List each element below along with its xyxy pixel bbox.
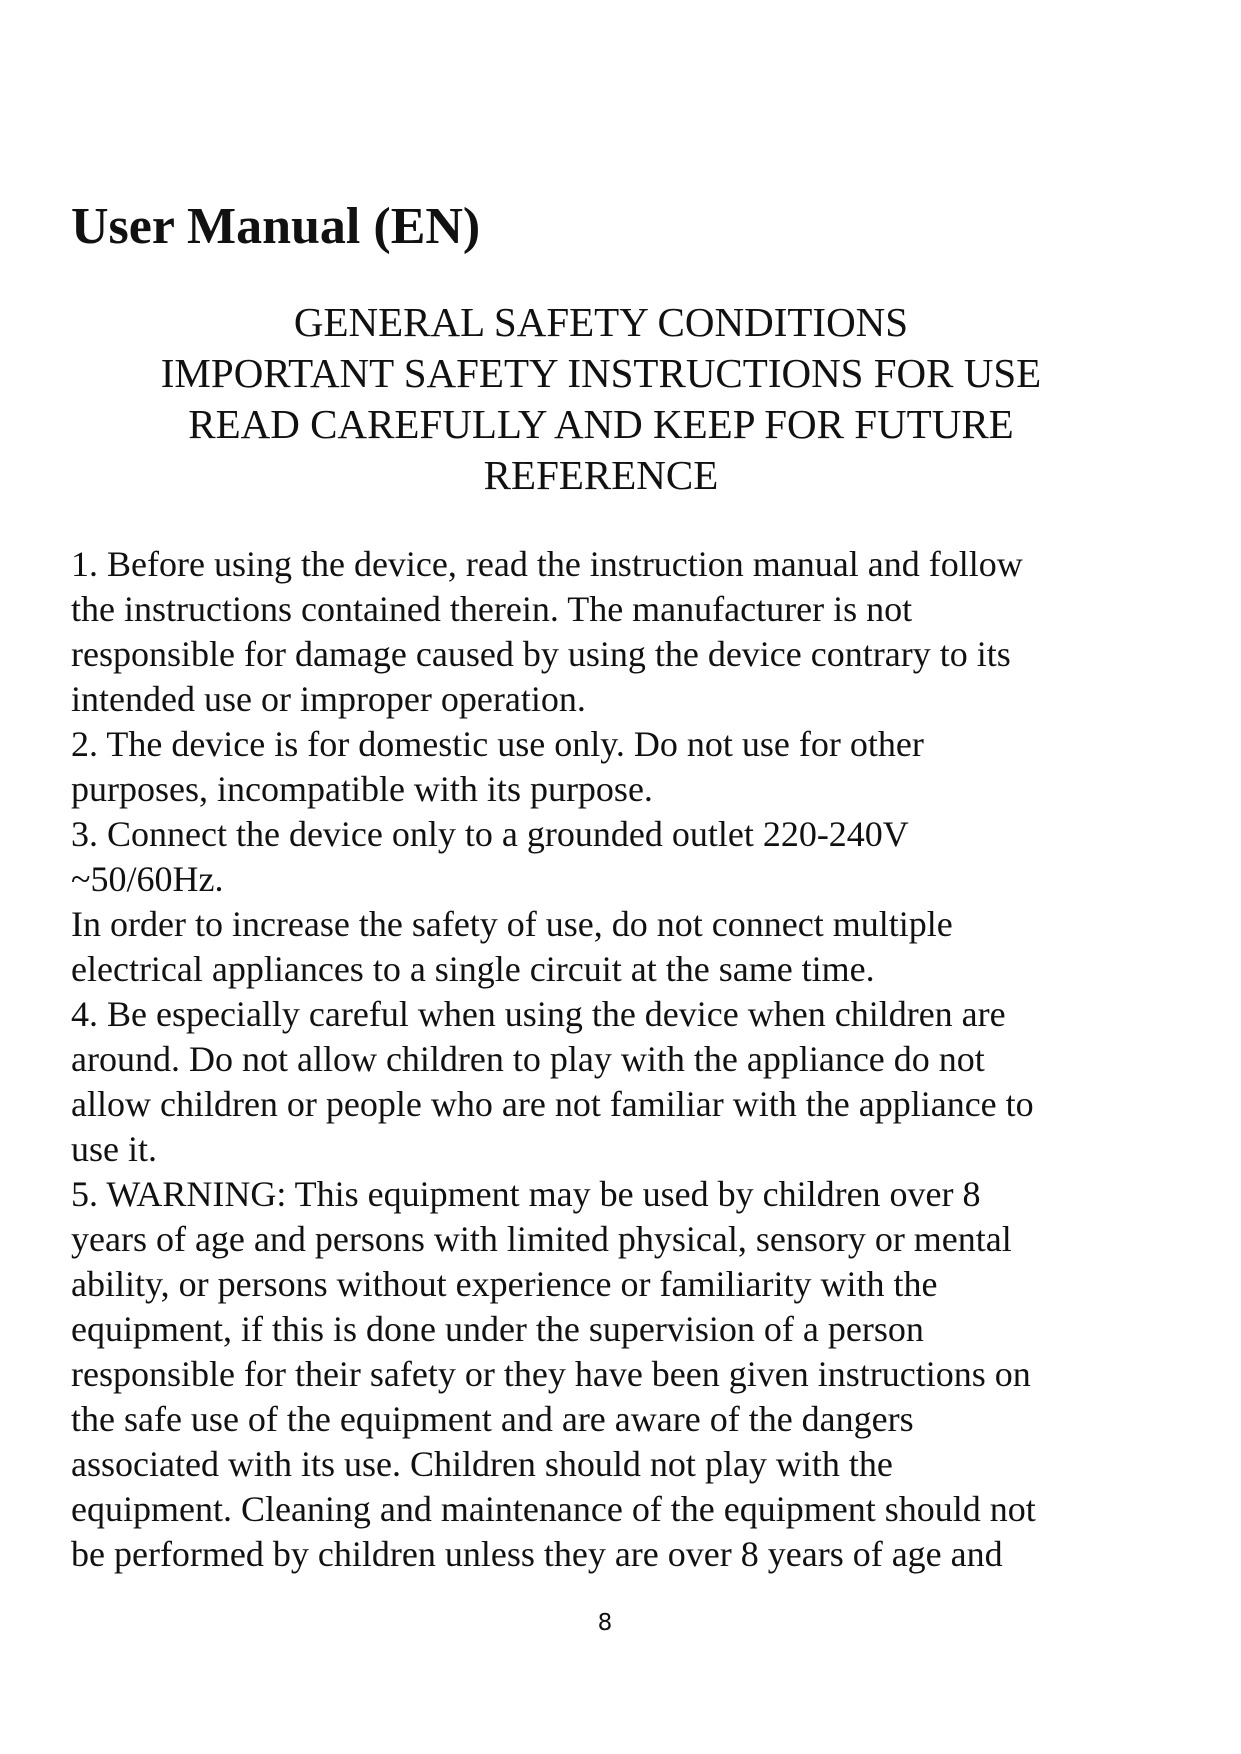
instruction-5-line: years of age and persons with limited physical, sensory or mental xyxy=(71,1219,1012,1259)
instruction-4-line: around. Do not allow children to play with the appliance do not xyxy=(71,1039,985,1079)
instruction-5-line: be performed by children unless they are over 8 years of age and xyxy=(71,1534,1003,1574)
heading-line: REFERENCE xyxy=(483,452,719,498)
instruction-5-line: responsible for their safety or they have been given instructions on xyxy=(71,1354,1031,1394)
instruction-4-line: allow children or people who are not familiar with the appliance to xyxy=(71,1084,1034,1124)
page-number: 8 xyxy=(597,1610,613,1636)
instruction-5-line: equipment, if this is done under the supervision of a person xyxy=(71,1309,924,1349)
heading-line: READ CAREFULLY AND KEEP FOR FUTURE xyxy=(188,401,1014,447)
instruction-1-line: the instructions contained therein. The manufacturer is not xyxy=(71,589,913,629)
instruction-3-note-line: In order to increase the safety of use, do not connect multiple xyxy=(71,904,953,944)
instruction-3-note-line: electrical appliances to a single circuit at the same time. xyxy=(71,949,875,989)
instruction-2-line: 2. The device is for domestic use only. Do not use for other xyxy=(71,724,924,764)
instruction-5-line: 5. WARNING: This equipment may be used by children over 8 xyxy=(71,1174,981,1214)
instruction-1-line: 1. Before using the device, read the instruction manual and follow xyxy=(71,544,1023,584)
instruction-5-line: ability, or persons without experience or familiarity with the xyxy=(71,1264,938,1304)
instruction-1-line: responsible for damage caused by using the device contrary to its xyxy=(71,634,1011,674)
heading-line: IMPORTANT SAFETY INSTRUCTIONS FOR USE xyxy=(160,350,1042,396)
instruction-5-line: equipment. Cleaning and maintenance of the equipment should not xyxy=(71,1489,1036,1529)
instruction-1-line: intended use or improper operation. xyxy=(71,679,586,719)
instruction-4-line: use it. xyxy=(71,1129,157,1169)
heading-line: GENERAL SAFETY CONDITIONS xyxy=(293,299,909,345)
instruction-5-line: associated with its use. Children should not play with the xyxy=(71,1444,893,1484)
instruction-3-line: 3. Connect the device only to a grounded outlet 220-240V xyxy=(71,814,909,854)
safety-heading xyxy=(71,297,1131,501)
document-title: User Manual (EN) xyxy=(71,198,481,255)
instruction-2-line: purposes, incompatible with its purpose. xyxy=(71,769,653,809)
instruction-3-line: ~50/60Hz. xyxy=(71,859,224,899)
safety-instructions-body xyxy=(71,542,1161,1577)
instruction-5-line: the safe use of the equipment and are aware of the dangers xyxy=(71,1399,914,1439)
instruction-4-line: 4. Be especially careful when using the device when children are xyxy=(71,994,1006,1034)
